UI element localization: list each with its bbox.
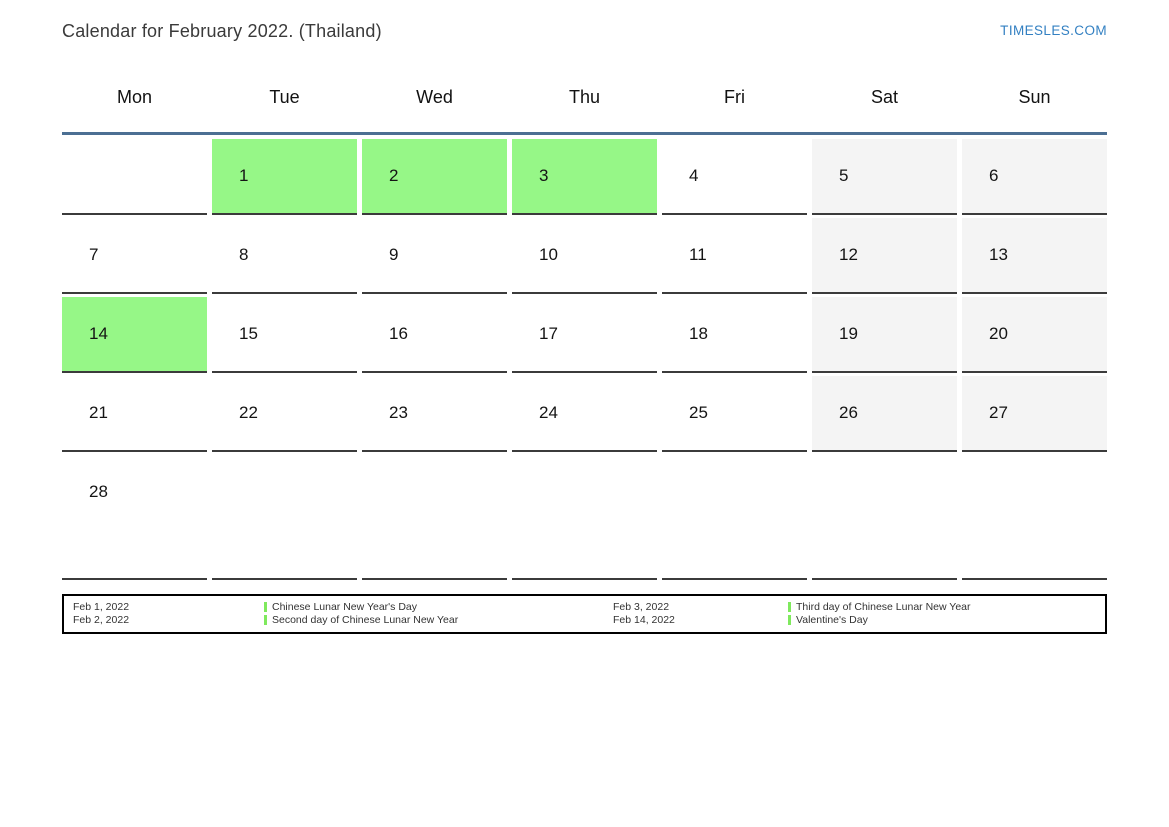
legend-entry-date: Feb 1, 2022 [73, 601, 130, 613]
calendar-day-cell [662, 376, 807, 452]
calendar-day-cell [62, 376, 207, 452]
day-number: 21 [89, 403, 108, 422]
legend-entry-date: Feb 2, 2022 [73, 614, 130, 626]
calendar-empty-cell [662, 455, 807, 580]
calendar-day-cell [512, 297, 657, 373]
day-number: 11 [689, 245, 707, 264]
calendar-week-row [62, 455, 1107, 580]
day-number: 20 [989, 324, 1008, 343]
day-number: 8 [239, 245, 249, 264]
calendar-day-cell [962, 297, 1107, 373]
day-number: 4 [689, 166, 699, 185]
day-number: 9 [389, 245, 399, 264]
site-link[interactable]: TIMESLES.COM [1000, 23, 1107, 38]
calendar-week-row [62, 218, 1107, 294]
calendar-day-cell [512, 139, 657, 215]
day-number: 28 [89, 482, 108, 501]
weekday-label-thu: Thu [568, 87, 601, 107]
calendar-day-cell [362, 376, 507, 452]
day-number: 18 [689, 324, 708, 343]
day-number: 27 [989, 403, 1008, 422]
calendar-empty-cell [362, 455, 507, 580]
legend-entry-label: Valentine's Day [796, 614, 868, 626]
calendar-empty-cell [62, 139, 207, 215]
calendar-day-cell [62, 455, 207, 580]
calendar-day-cell [962, 218, 1107, 294]
calendar-day-cell [362, 297, 507, 373]
legend-entry-date: Feb 3, 2022 [613, 601, 670, 613]
legend-entry-date: Feb 14, 2022 [613, 614, 675, 626]
calendar-day-cell [812, 376, 957, 452]
weekday-label-fri: Fri [724, 87, 745, 107]
day-number: 25 [689, 403, 708, 422]
top-bar [62, 0, 1107, 42]
day-number: 6 [989, 166, 999, 185]
calendar-day-cell [362, 218, 507, 294]
header-divider [62, 132, 1107, 135]
legend-entry-label: Chinese Lunar New Year's Day [272, 601, 418, 613]
legend-entry-name [264, 601, 613, 613]
calendar-day-cell [812, 139, 957, 215]
weekday-label-tue: Tue [269, 87, 300, 107]
calendar-week-row [62, 139, 1107, 215]
day-number: 14 [89, 324, 108, 343]
calendar-day-cell [662, 139, 807, 215]
weekday-header-row [62, 87, 1107, 108]
weekday-label-wed: Wed [416, 87, 453, 107]
calendar-day-cell [212, 297, 357, 373]
calendar-day-cell [362, 139, 507, 215]
day-number: 17 [539, 324, 558, 343]
calendar-day-cell [962, 139, 1107, 215]
legend-entry-name [788, 601, 1105, 613]
calendar-day-cell [212, 218, 357, 294]
calendar-day-cell [62, 218, 207, 294]
day-number: 12 [839, 245, 858, 264]
holiday-marker-icon [264, 615, 267, 625]
legend-entry-name [788, 614, 1105, 626]
holiday-marker-icon [788, 602, 791, 612]
day-number: 2 [389, 166, 399, 185]
calendar-empty-cell [512, 455, 657, 580]
calendar-day-cell [662, 218, 807, 294]
day-number: 26 [839, 403, 858, 422]
calendar-empty-cell [812, 455, 957, 580]
legend-entry-label: Third day of Chinese Lunar New Year [796, 601, 971, 613]
weekday-label-mon: Mon [116, 87, 152, 107]
calendar-day-cell [512, 218, 657, 294]
calendar-day-cell [212, 376, 357, 452]
calendar-day-cell [812, 218, 957, 294]
holiday-legend [62, 594, 1107, 634]
weekday-label-sun: Sun [1018, 87, 1051, 107]
legend-entry-label: Second day of Chinese Lunar New Year [272, 614, 459, 626]
day-number: 3 [539, 166, 549, 185]
weekday-label-sat: Sat [870, 87, 899, 107]
calendar-day-cell [962, 376, 1107, 452]
calendar-page [62, 0, 1107, 634]
holiday-marker-icon [788, 615, 791, 625]
page-title: Calendar for February 2022. (Thailand) [62, 21, 382, 41]
calendar-day-cell [512, 376, 657, 452]
calendar-day-cell [212, 139, 357, 215]
calendar-day-cell [812, 297, 957, 373]
calendar-day-cell [62, 297, 207, 373]
calendar-grid [62, 139, 1107, 580]
legend-entry-name [264, 614, 613, 626]
holiday-marker-icon [264, 602, 267, 612]
calendar-empty-cell [962, 455, 1107, 580]
day-number: 23 [389, 403, 408, 422]
day-number: 19 [839, 324, 858, 343]
calendar-day-cell [662, 297, 807, 373]
day-number: 24 [539, 403, 558, 422]
day-number: 5 [839, 166, 849, 185]
day-number: 13 [989, 245, 1008, 264]
day-number: 15 [239, 324, 258, 343]
day-number: 22 [239, 403, 258, 422]
calendar-week-row [62, 297, 1107, 373]
day-number: 7 [89, 245, 99, 264]
day-number: 16 [389, 324, 408, 343]
day-number: 10 [539, 245, 558, 264]
calendar-week-row [62, 376, 1107, 452]
day-number: 1 [239, 166, 249, 185]
calendar-empty-cell [212, 455, 357, 580]
